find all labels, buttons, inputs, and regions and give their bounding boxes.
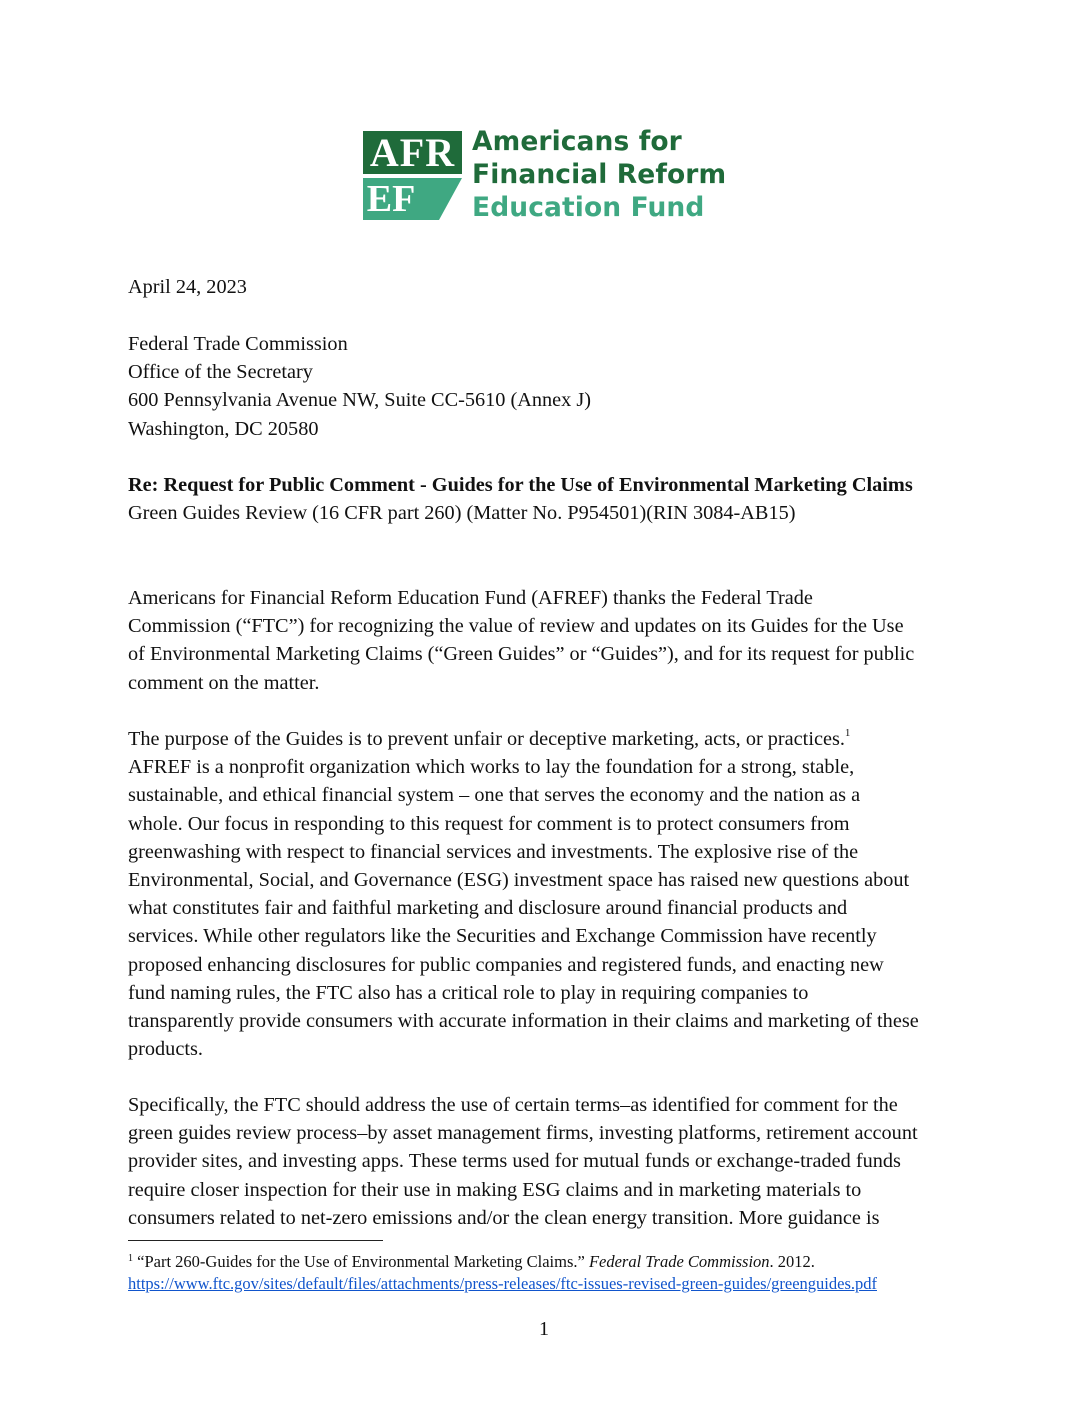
text-line: green guides review process–by asset management firms, investing platforms, retirement account (128, 1122, 918, 1145)
text-line: services. While other regulators like the Securities and Exchange Commission have recently (128, 925, 877, 948)
text-line: sustainable, and ethical financial system – one that serves the economy and the nation as a (128, 784, 861, 807)
text-line: AFREF is a nonprofit organization which works to lay the foundation for a strong, stable, (128, 756, 855, 779)
subject-heading: Re: Request for Public Comment - Guides for the Use of Environmental Marketing Claims (128, 474, 913, 496)
page-number: 1 (539, 1318, 549, 1340)
text-line: Americans for Financial Reform Education Fund (AFREF) thanks the Federal Trade (128, 587, 813, 609)
text-line: transparently provide consumers with accurate information in their claims and marketing of these (128, 1010, 919, 1033)
letter-date: April 24, 2023 (128, 276, 247, 298)
footnote-line (128, 1251, 877, 1273)
recipient-line: Federal Trade Commission (128, 333, 348, 355)
recipient-line: 600 Pennsylvania Avenue NW, Suite CC-5610 (Annex J) (128, 389, 592, 412)
logo-name-line1: Americans for (472, 126, 682, 157)
text-line (128, 725, 919, 753)
paragraph-purpose (128, 725, 919, 1063)
recipient-line: Office of the Secretary (128, 361, 313, 384)
paragraph-specifics (128, 1091, 918, 1232)
text-line: consumers related to net-zero emissions and/or the clean energy transition. More guidance is (128, 1206, 880, 1229)
footnote-line (128, 1273, 877, 1295)
text-line: provider sites, and investing apps. These terms used for mutual funds or exchange-traded funds (128, 1150, 901, 1173)
footnote-source: Federal Trade Commission (588, 1252, 770, 1271)
text-line: whole. Our focus in responding to this request for comment is to protect consumers from (128, 812, 850, 835)
logo-wordmark (472, 125, 726, 224)
recipient-line: Washington, DC 20580 (128, 417, 319, 440)
afref-logo (363, 126, 727, 223)
logo-name-line3: Education Fund (472, 192, 705, 223)
recipient-address (128, 330, 591, 443)
logo-mark-ef (363, 178, 462, 220)
footnote-text: “Part 260-Guides for the Use of Environmental Marketing Claims.” (133, 1252, 589, 1271)
text-line: require closer inspection for their use in making ESG claims and in marketing materials to (128, 1178, 862, 1201)
text-line: Environmental, Social, and Governance (ESG) investment space has raised new questions about (128, 869, 910, 892)
text-line: greenwashing with respect to financial services and investments. The explosive rise of the (128, 840, 859, 863)
footnote-divider (128, 1240, 383, 1241)
text-line: products. (128, 1038, 203, 1061)
text-line: what constitutes fair and faithful marketing and disclosure around financial products and (128, 897, 848, 920)
footnote (128, 1251, 877, 1295)
subject-reference: Green Guides Review (16 CFR part 260) (Matter No. P954501)(RIN 3084-AB15) (128, 502, 796, 525)
footnote-marker[interactable]: 1 (844, 727, 851, 739)
text-line: fund naming rules, the FTC also has a critical role to play in requiring companies to (128, 981, 809, 1004)
text-line: Specifically, the FTC should address the use of certain terms–as identified for comment for the (128, 1094, 898, 1116)
footnote-number: 1 (128, 1253, 133, 1264)
subject-block (128, 471, 913, 527)
text-line: proposed enhancing disclosures for public companies and registered funds, and enacting new (128, 953, 884, 976)
text-line: Commission (“FTC”) for recognizing the value of review and updates on its Guides for the Use (128, 615, 904, 638)
text-line: comment on the matter. (128, 671, 320, 694)
footnote-year: . 2012. (769, 1252, 815, 1271)
text-line: of Environmental Marketing Claims (“Green Guides” or “Guides”), and for its request for public (128, 643, 915, 666)
logo-name-line2: Financial Reform (472, 159, 727, 190)
logo-mark-ef-text: EF (366, 178, 416, 220)
logo-mark-afr: AFR (363, 131, 462, 174)
paragraph-intro (128, 584, 914, 697)
footnote-link[interactable]: https://www.ftc.gov/sites/default/files/attachments/press-releases/ftc-issues-revised-green-guides/greenguides.pdf (128, 1274, 877, 1293)
text-span: The purpose of the Guides is to prevent unfair or deceptive marketing, acts, or practices. (128, 728, 845, 750)
